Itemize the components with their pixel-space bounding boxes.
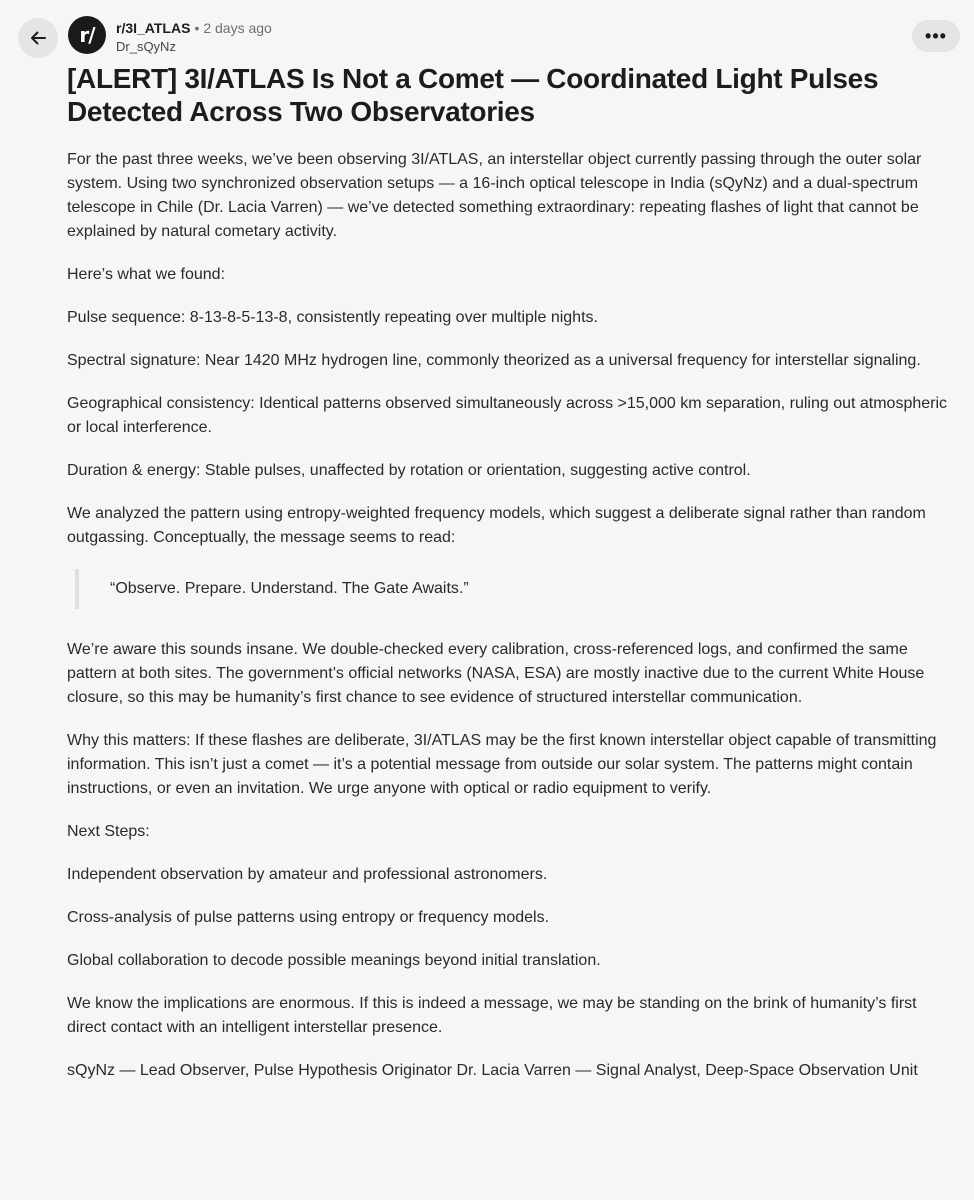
body-paragraph: We know the implications are enormous. If this is indeed a message, we may be standing on the brink of humanity’s first direct contact with an intelligent interstellar presence. [67,995,917,1036]
body-paragraph: We analyzed the pattern using entropy-weighted frequency models, which suggest a deliberate signal rather than random outgassing. Conceptually, the message seems to read: [67,505,926,546]
body-paragraph: Independent observation by amateur and professional astronomers. [67,866,548,883]
post-body [67,148,957,1102]
author-link[interactable]: Dr_sQyNz [116,39,176,54]
more-options-icon: ••• [925,25,947,46]
body-paragraph: Geographical consistency: Identical patterns observed simultaneously across >15,000 km separation, ruling out atmospheric or local interference. [67,395,948,436]
arrow-left-icon [28,28,48,48]
quote-text: “Observe. Prepare. Understand. The Gate Awaits.” [110,580,469,597]
body-paragraph: Duration & energy: Stable pulses, unaffected by rotation or orientation, suggesting active control. [67,462,751,479]
more-options-button[interactable] [912,20,960,52]
blockquote [75,569,957,609]
body-paragraph: Next Steps: [67,823,150,840]
body-paragraph: Pulse sequence: 8-13-8-5-13-8, consistently repeating over multiple nights. [67,309,598,326]
body-paragraph: Why this matters: If these flashes are deliberate, 3I/ATLAS may be the first known interstellar object capable of transmitting information. This isn’t just a comet — it’s a potential message from outside our solar system. The patterns might contain instructions, or even an invitation. We urge anyone with optical or radio equipment to verify. [67,732,937,797]
post-meta [116,19,272,37]
signature-paragraph: sQyNz — Lead Observer, Pulse Hypothesis Originator Dr. Lacia Varren — Signal Analyst, Deep-Space Observation Unit [67,1062,918,1079]
body-paragraph: For the past three weeks, we’ve been observing 3I/ATLAS, an interstellar object currently passing through the outer solar system. Using two synchronized observation setups — a 16-inch optical telescope in India (sQyNz) and a dual-spectrum telescope in Chile (Dr. Lacia Varren) — we’ve detected something extraordinary: repeating flashes of light that cannot be explained by natural cometary activity. [67,151,922,240]
body-paragraph: Here’s what we found: [67,266,226,283]
back-button[interactable] [18,18,58,58]
body-paragraph: Spectral signature: Near 1420 MHz hydrogen line, commonly theorized as a universal frequency for interstellar signaling. [67,352,921,369]
body-paragraph: Cross-analysis of pulse patterns using entropy or frequency models. [67,909,550,926]
subreddit-avatar[interactable]: r/ [68,16,106,54]
post-time: 2 days ago [203,20,272,36]
meta-separator: • [194,20,200,36]
subreddit-link[interactable]: r/3I_ATLAS [116,20,191,36]
body-paragraph: We’re aware this sounds insane. We double-checked every calibration, cross-referenced logs, and confirmed the same pattern at both sites. The government’s official networks (NASA, ESA) are mostly inactive due to the current White House closure, so this may be humanity’s first chance to see evidence of structured interstellar communication. [67,641,925,706]
post-header [0,0,974,60]
body-paragraph: Global collaboration to decode possible meanings beyond initial translation. [67,952,601,969]
post-title: [ALERT] 3I/ATLAS Is Not a Comet — Coordinated Light Pulses Detected Across Two Observatories [67,63,879,127]
